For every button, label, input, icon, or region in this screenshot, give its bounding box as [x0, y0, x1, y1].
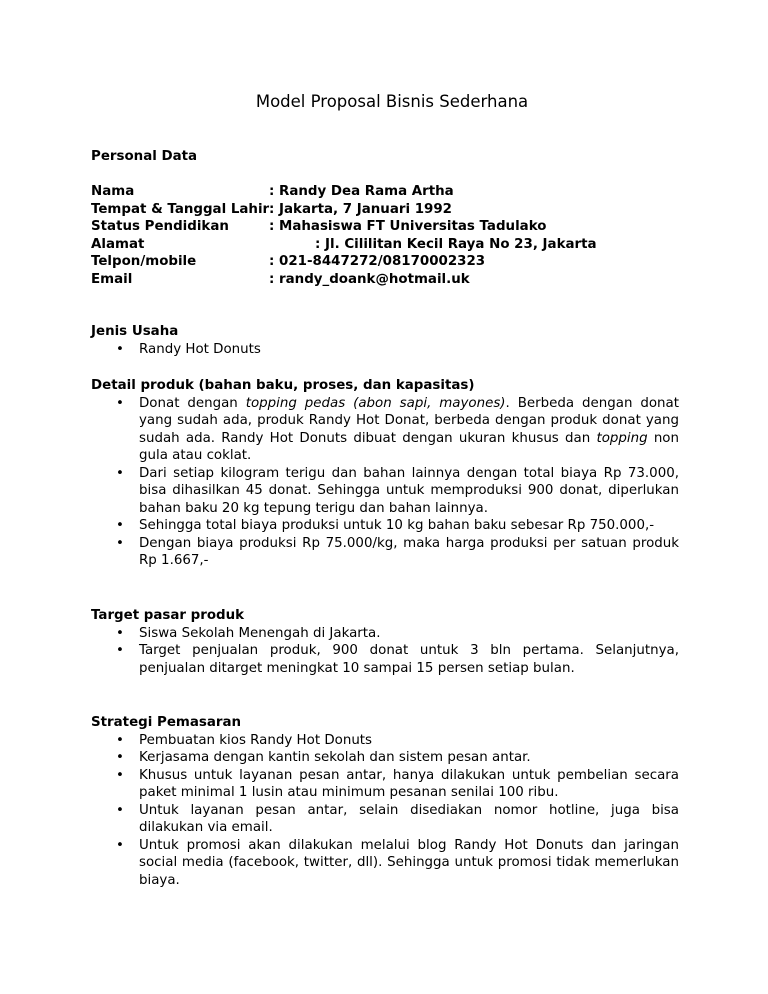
personal-data-heading: Personal Data [91, 149, 198, 164]
personal-row [91, 183, 679, 201]
list-item: • Khusus untuk layanan pesan antar, hanya dilakukan untuk pembelian secara paket minimal 1 lusin atau minimum pesanan senilai 100 ribu. [91, 767, 679, 802]
document-title: Model Proposal Bisnis Sederhana [255, 92, 529, 111]
list-item: • Randy Hot Donuts [91, 341, 679, 359]
personal-label: Tempat & Tanggal Lahir [91, 201, 270, 217]
personal-value: : Jl. Cililitan Kecil Raya No 23, Jakarta [315, 236, 597, 252]
list-item: • Dari setiap kilogram terigu dan bahan lainnya dengan total biaya Rp 73.000, bisa dihasilkan 45 donat. Sehingga untuk memproduksi 900 donat, diperlukan bahan baku 20 kg tepung terigu dan bahan lainnya. [91, 465, 679, 518]
personal-value: : randy_doank@hotmail.uk [269, 271, 470, 287]
target-pasar-section [91, 607, 679, 677]
target-pasar-list [91, 625, 679, 678]
list-item: • Siswa Sekolah Menengah di Jakarta. [91, 625, 679, 643]
list-item: • Untuk layanan pesan antar, selain disediakan nomor hotline, juga bisa dilakukan via email. [91, 802, 679, 837]
personal-label: Status Pendidikan [91, 219, 229, 234]
list-item: • Pembuatan kios Randy Hot Donuts [91, 732, 679, 750]
list-item: • Sehingga total biaya produksi untuk 10 kg bahan baku sebesar Rp 750.000,- [91, 517, 679, 535]
strategi-pemasaran-heading: Strategi Pemasaran [91, 715, 242, 730]
personal-label: Telpon/mobile [91, 254, 197, 269]
list-item: • Donat dengan topping pedas (abon sapi, mayones). Berbeda dengan donat yang sudah ada, produk Randy Hot Donat, berbeda dengan produk donat yang sudah ada. Randy Hot Donuts dibuat dengan ukuran khusus dan topping non gula atau coklat. [91, 395, 679, 465]
personal-row [91, 253, 679, 271]
jenis-usaha-section [91, 323, 679, 358]
strategi-pemasaran-section [91, 714, 679, 889]
personal-row [91, 236, 679, 254]
list-item: • Dengan biaya produksi Rp 75.000/kg, maka harga produksi per satuan produk Rp 1.667,- [91, 535, 679, 570]
list-item: • Untuk promosi akan dilakukan melalui blog Randy Hot Donuts dan jaringan social media (facebook, twitter, dll). Sehingga untuk promosi tidak memerlukan biaya. [91, 837, 679, 890]
personal-data-table [91, 183, 679, 288]
list-item: • Kerjasama dengan kantin sekolah dan sistem pesan antar. [91, 749, 679, 767]
personal-value: : 021-8447272/08170002323 [269, 254, 486, 269]
personal-label: Nama [91, 184, 135, 199]
detail-produk-list [91, 395, 679, 570]
jenis-usaha-heading: Jenis Usaha [91, 324, 179, 339]
jenis-usaha-list [91, 341, 679, 359]
personal-row [91, 201, 679, 219]
personal-value: : Jakarta, 7 Januari 1992 [269, 201, 452, 217]
personal-row [91, 271, 679, 289]
strategi-pemasaran-list [91, 732, 679, 890]
personal-value: : Mahasiswa FT Universitas Tadulako [269, 219, 547, 234]
personal-value: : Randy Dea Rama Artha [269, 184, 454, 199]
personal-label: Email [91, 271, 133, 287]
list-item: • Target penjualan produk, 900 donat untuk 3 bln pertama. Selanjutnya, penjualan ditarget meningkat 10 sampai 15 persen setiap bulan. [91, 642, 679, 677]
detail-produk-heading: Detail produk (bahan baku, proses, dan kapasitas) [91, 378, 475, 393]
target-pasar-heading: Target pasar produk [91, 608, 245, 623]
personal-row [91, 218, 679, 236]
personal-label: Alamat [91, 236, 145, 252]
personal-data-section [91, 148, 679, 166]
detail-produk-section [91, 377, 679, 570]
